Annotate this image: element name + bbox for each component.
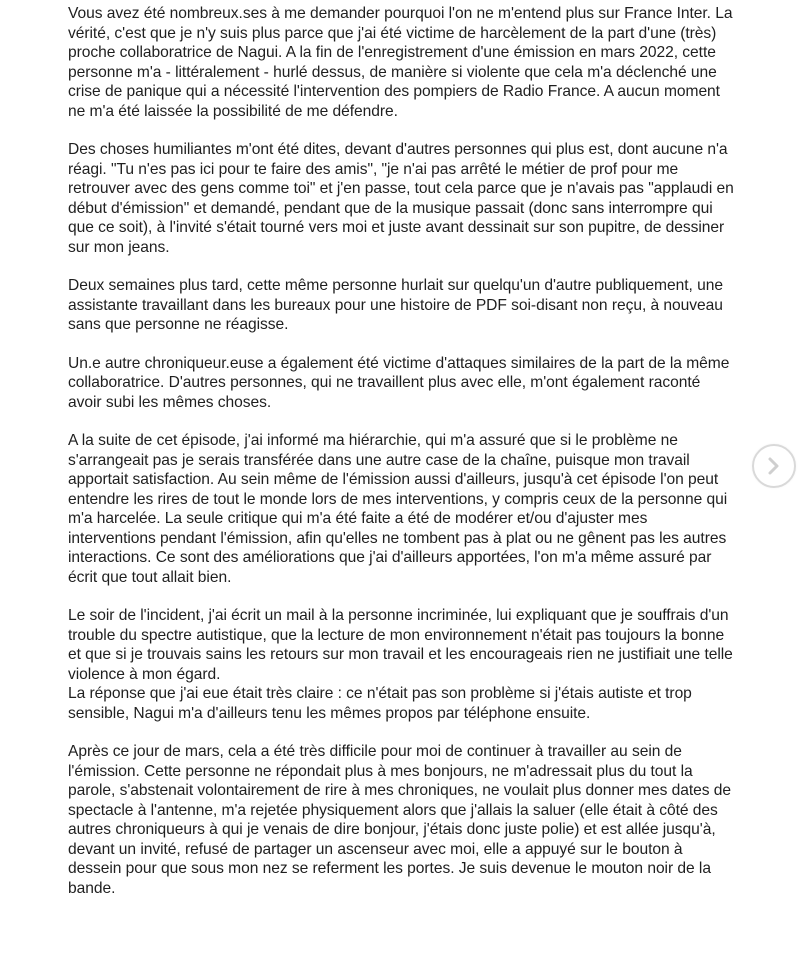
paragraph-8: Après ce jour de mars, cela a été très difficile pour moi de continuer à travailler au sein de l'émission. Cette personne ne répondait plus à mes bonjours, ne m'adressait plus du tout la parole, s'abstenait volontairement de rire à mes chroniques, ne voulait plus donner mes dates de spectacle à l'antenne, m'a rejetée physiquement alors que j'allais la saluer (elle était à côté des autres chroniqueurs à qui je venais de dire bonjour, j'étais donc juste polie) et est allée jusqu'à, devant un invité, refusé de partager un ascenseur avec moi, elle a appuyé sur le bouton à dessein pour que sous mon nez se referment les portes. Je suis devenue le mouton noir de la bande.	[68, 743, 732, 897]
paragraph-6: Le soir de l'incident, j'ai écrit un mail à la personne incriminée, lui expliquant que je souffrais d'un trouble du spectre autistique, que la lecture de mon environnement n'était pas toujours la bonne et que si je trouvais sains les retours sur mon travail et les encourageais rien ne justifiait une telle violence à mon égard.	[68, 607, 733, 683]
chevron-right-icon	[766, 456, 782, 476]
paragraph-1: Vous avez été nombreux.ses à me demander pourquoi l'on ne m'entend plus sur France Inter. La vérité, c'est que je n'y suis plus parce que j'ai été victime de harcèlement de la part d'une (très) proche collaboratrice de Nagui. A la fin de l'enregistrement d'une émission en mars 2022, cette personne m'a - littéralement - hurlé dessus, de manière si violente que cela m'a déclenché une crise de panique qui a nécessité l'intervention des pompiers de Radio France. A aucun moment ne m'a été laissée la possibilité de me défendre.	[68, 5, 733, 120]
paragraph-4: Un.e autre chroniqueur.euse a également été victime d'attaques similaires de la part de la même collaboratrice. D'autres personnes, qui ne travaillent plus avec elle, m'ont également raconté avoir subi les mêmes choses.	[68, 354, 730, 411]
paragraph-2: Des choses humiliantes m'ont été dites, devant d'autres personnes qui plus est, dont aucune n'a réagi. "Tu n'es pas ici pour te faire des amis", "je n'ai pas arrêté le métier de prof pour me retrouver avec des gens comme toi" et j'en passe, tout cela parce que je n'avais pas "applaudi en début d'émission" et demandé, pendant que de la musique passait (donc sans interrompre qui que ce soit), à l'invité s'était tourné vers moi et juste avant dessinait sur son pupitre, de dessiner sur mon jeans.	[68, 141, 734, 256]
paragraph-5: A la suite de cet épisode, j'ai informé ma hiérarchie, qui m'a assuré que si le problème ne s'arrangeait pas je serais transférée dans une autre case de la chaîne, puisque mon travail apportait satisfaction. Au sein même de l'émission aussi d'ailleurs, jusqu'à cet épisode l'on peut entendre les rires de tout le monde lors de mes interventions, y compris ceux de la personne qui m'a harcelée. La seule critique qui m'a été faite a été de modérer et/ou d'ajuster mes interventions pendant l'émission, afin qu'elles ne tombent pas à plat ou ne gênent pas les autres interactions. Ce sont des améliorations que j'ai d'ailleurs apportées, l'on m'a même assuré par écrit que tout allait bien.	[68, 432, 728, 586]
paragraph-7: La réponse que j'ai eue était très claire : ce n'était pas son problème si j'étais autiste et trop sensible, Nagui m'a d'ailleurs tenu les mêmes propos par téléphone ensuite.	[68, 685, 692, 722]
carousel-next-button[interactable]	[752, 444, 796, 488]
document-text	[68, 4, 738, 917]
paragraph-3: Deux semaines plus tard, cette même personne hurlait sur quelqu'un d'autre publiquement, une assistante travaillant dans les bureaux pour une histoire de PDF soi-disant non reçu, à nouveau sans que personne ne réagisse.	[68, 277, 723, 333]
